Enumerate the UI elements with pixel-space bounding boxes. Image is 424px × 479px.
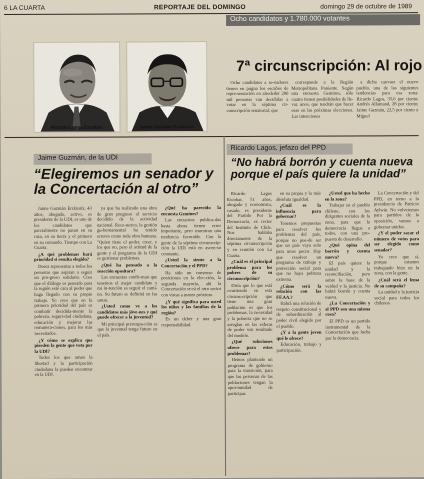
lagos-col-2 xyxy=(276,191,322,476)
photo-guzman xyxy=(126,41,207,132)
circunscripcion-headline: 7ª circunscripción: Al rojo xyxy=(236,57,423,75)
lagos-paragraph: Educación, trabajo y participación. xyxy=(276,342,322,353)
circ-text-col-3 xyxy=(356,79,418,133)
guzman-question: ¿Y cómo se explica que pierden la gente que vota por la UDI? xyxy=(34,337,93,354)
lagos-paragraph: Trabajar en el pueblo chileno, con los dirigentes sociales de la zona, para que la democracia llegue a todos, con una pro-puesta de desarrollo. xyxy=(324,202,371,242)
lagos-question: ¿Cómo será la relación con las FF.AA.? xyxy=(276,283,322,300)
lagos-question: ¿Qué soluciones ofrece para estos problemas? xyxy=(227,339,273,356)
candidates-banner: Ocho candidatos y 1.780.000 votantes xyxy=(226,14,420,26)
lagos-banner: Ricardo Lagos, jefazo del PPD xyxy=(227,143,353,155)
photo-caption-lagos: Ricardo Lagos Escobar. xyxy=(50,124,104,130)
guzman-col-1 xyxy=(34,206,93,476)
circ-paragraph: a dicha canvasr el nuevo pueblo, una de las siguientes tendencias para esa zona: Ricardo Lagos, 35,6 por ciento; Andrés Allamand, 28 por ciento; Jaime Guzmán, 22,5 por ciento y Miguel xyxy=(356,79,419,119)
lagos-question: ¿La Concertación y el PPD son una misma cosa? xyxy=(325,300,371,318)
circ-text-col-1 xyxy=(226,80,288,134)
section-title: REPORTAJE DEL DOMINGO xyxy=(154,3,246,12)
guzman-col-2 xyxy=(97,205,158,475)
lagos-question: ¿Y el poder sacar el número de votos para ser elegido como senador? xyxy=(374,230,420,253)
circ-paragraph: corresponde a la Región Metropolitana Poniente. Según una encuesta Gemines, sólo cuatro tienen posibilidades de lle-var, unos, que tendrán que hacer esas en las próximas elecciones. Las intenciones xyxy=(291,79,354,119)
guzman-col-3 xyxy=(161,205,222,475)
guzman-question: ¿Qué ha pensado a la reacción opositora? xyxy=(97,262,158,274)
lagos-paragraph: La unidad y la justicia social para todos los chilenos. xyxy=(374,289,420,306)
guzman-question: ¿Qué ha parecido la encuesta Gemines? xyxy=(160,205,221,216)
guzman-portrait-icon xyxy=(127,42,206,131)
lagos-paragraph: Ricardo Lagos Escobar, 51 años, abogado y economista, casado, es presidente del Partido Por la Democracia, ex rector del Instituto de Chile. Nos hablaba directamente de la séptima circunscripción y en reunión con La Cuarta. xyxy=(226,190,273,258)
lagos-question: ¿Usted que ha hecho en la zona? xyxy=(324,190,370,202)
photo-lagos xyxy=(33,41,120,132)
section-divider xyxy=(224,136,226,476)
guzman-paragraph: ya que ha realizado una obra de gran progreso al servicio decidido de la actividad nacional. Reco-nozco, la gestión gu-bernamental ha tenido errores como toda obra humana. "Quien tiene el poder, creer, y los que no, pero el actitud de la gente y el programa de la UDI es gestionar problemas. xyxy=(96,205,158,261)
mid-rule xyxy=(5,135,419,138)
guzman-question: ¿Usted la siente a la Concertación y el PPD? xyxy=(161,257,222,269)
guzman-paragraph: Mi principal preocupa-ción es que la juventud tenga futuro en el país. xyxy=(97,321,158,338)
lagos-paragraph: Habrá una relación de respeto constitucional y de subordinación al poder civil elegido por el pueblo. xyxy=(276,300,322,329)
lagos-paragraph: Yo creo que sí, porque estamos trabajando bien en la zona, con la gente. xyxy=(374,253,420,276)
guzman-paragraph: Es un deber y una gran responsabilidad. xyxy=(161,316,222,328)
guzman-paragraph: Desea representar a todos los personas que aspiran a seguir un pro-greso solidario. Creo que el diálogo es pensado para la región esté cara al poder que haga llegado con su propio trabajo. Yo creo que en la primera prioridad del país es combatir decidida-mente la pobreza, seguri-dad ciudadana, educación y mejorar las remunera-ciones, para los más necesitados. xyxy=(34,263,93,336)
guzman-paragraph: Jaime Guzmán Errázuriz, 43 años, abogado, activo, es presidente de la UDI, es uno de los candidatos que parcialmente no pasan en su raza, en su tierra y el primero en su comando. Tiempo con La Cuarta. xyxy=(33,205,93,251)
lagos-col-3 xyxy=(325,190,371,475)
guzman-question: ¿A qué problemas hará prioridad si resulta elegido? xyxy=(34,251,93,263)
circ-text-col-2 xyxy=(291,79,353,133)
lagos-question: ¿Cuál será el lema de su campaña? xyxy=(374,277,420,288)
guzman-question: ¿Usted como ve a los candidatos más jóve-nes y qué puede ofrecer a la juventud? xyxy=(97,303,158,320)
page-number-section: 6 LA CUARTA xyxy=(4,4,46,12)
lagos-col-1 xyxy=(227,191,273,476)
guzman-paragraph: Todos los que aman la libertad y la participación ciudadana la pueden encontrar en la UDI. xyxy=(34,355,93,378)
lagos-question: ¿Y a la gente joven qué le ofrece? xyxy=(276,329,322,341)
lagos-question: ¿Cuál es la influencia para gobernar? xyxy=(275,202,321,220)
lagos-paragraph: La Concertación y del PPD, en torno a la presidencia de Patricio Aylwin. No volveremos para partidos de la oposición, vamos a gobernar unidos. xyxy=(373,190,419,229)
lagos-headline: “No habrá borrón y cuenta nueva porque el país quiere la unidad” xyxy=(230,156,413,181)
lagos-col-4 xyxy=(374,190,420,475)
lagos-paragraph: Diría que lo que está ocurriendo en esta circuns-cripción que tiene una gran población es que los problemas, la necesidad y la pobreza que no se arreglan en las esferas de poder son resultado del modelo. xyxy=(227,282,273,338)
lagos-paragraph: en su propia y la más absoluta igualdad. xyxy=(275,190,321,202)
photo-caption-guzman: Jaime Guzmán Errázuriz. xyxy=(139,124,195,130)
guzman-headline: “Elegiremos un senador y la Concertación al otro” xyxy=(33,166,214,198)
circ-paragraph: Ocho candidatos a se-nadores tienen en pugna los escaños de repre-sentación en alrededor 200 mil personas van decididas a votar en la séptima cir-cunscripción senatorial, que xyxy=(226,79,289,113)
lagos-paragraph: El PPD es un partido instrumental de la Concertación que lucha por la democracia. xyxy=(325,318,371,341)
guzman-paragraph: Las encuestas confir-man que tenemos el mejor candidato y mi in-tención es seguir el cami-no. Su futuro se definirá en las urnas. xyxy=(97,274,158,303)
lagos-portrait-icon xyxy=(34,42,119,131)
lagos-paragraph: Hemos planteado un programa de gobierno para la transición, para que las personas de las poblaciones tengan la opor-tunidad de participar. xyxy=(227,357,273,396)
lagos-paragraph: Tenemos propuestas para resolver los problemas del país, porque no pue-de ser que un país vaya solo para unos pocos. Hay que resolver un programa de trabajo y protección social para que no haya pobreza extrema. xyxy=(275,220,322,282)
lagos-paragraph: El país quiere la unidad y la reconciliación, pero sobre la base de la verdad y la justicia. No habrá borrón y cuenta nueva. xyxy=(325,260,371,300)
guzman-question: ¿Y qué significa para usted los niños y las familias de la región? xyxy=(161,298,222,315)
guzman-paragraph: Ha sido un consenso de posiciones en la elec-ción, la segunda mayoría, ahí la Concertación se-rá el otro sector con vistas a marzo próximo. xyxy=(161,269,222,298)
issue-date: domingo 29 de octubre de 1989 xyxy=(320,3,413,11)
guzman-banner: Jaime Guzmán, de la UDI xyxy=(34,153,152,165)
guzman-paragraph: Las encuestas publica-das hasta ahora tienen error importante, pero muestran una tendencia favorable. Con la gente de la séptima circunscrip-ción la UDI está en ascen-so constante. xyxy=(160,217,222,257)
lagos-question: ¿Cuál es el principal problema para los pobres de su circunscripción? xyxy=(227,258,273,281)
lagos-question: ¿Qué opina del borrón y cuenta nueva? xyxy=(325,242,371,260)
